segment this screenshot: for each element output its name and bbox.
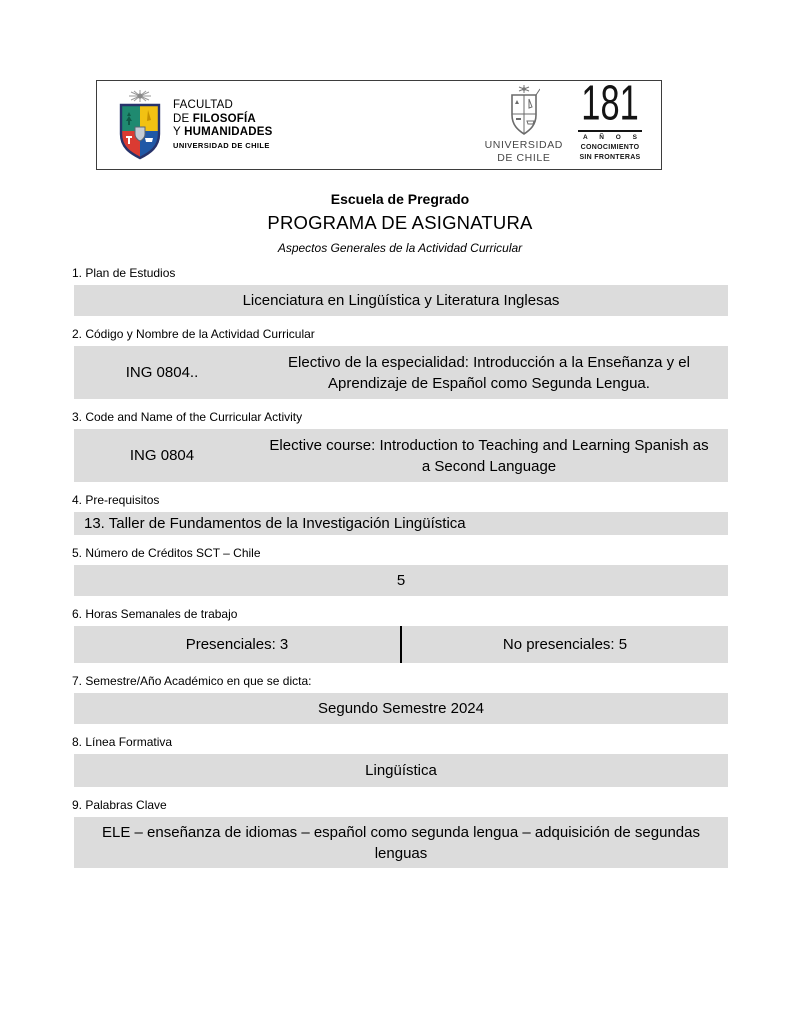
faculty-name-line3: Y HUMANIDADES — [173, 126, 273, 139]
section-semestre-value: Segundo Semestre 2024 — [74, 693, 728, 724]
horas-presenciales: Presenciales: 3 — [185, 636, 289, 653]
course-name-es: Electivo de la especialidad: Introducción a la Enseñanza y el Aprendizaje de Español como Segunda Lengua. — [288, 353, 690, 392]
section-plan-value: Licenciatura en Lingüística y Literatura Inglesas — [74, 285, 728, 316]
horas-no-presenciales: No presenciales: 5 — [400, 626, 728, 663]
anniversary-rule — [578, 130, 642, 132]
anniversary-years-label: A Ñ O S — [583, 134, 642, 142]
section-horas-label: 6. Horas Semanales de trabajo — [72, 607, 238, 621]
section-codigo-label: 2. Código y Nombre de la Actividad Curricular — [72, 327, 315, 341]
university-crest-icon — [508, 85, 540, 137]
faculty-name-line1: FACULTAD — [173, 99, 233, 112]
course-name-en: Elective course: Introduction to Teaching and Learning Spanish as a Second Language — [269, 436, 709, 475]
section-codigo-value — [74, 346, 728, 399]
section-semestre-label: 7. Semestre/Año Académico en que se dicta: — [72, 674, 312, 688]
section-palabras-value: ELE – enseñanza de idiomas – español como segunda lengua – adquisición de segundas lenguas — [74, 817, 728, 868]
section-palabras-label: 9. Palabras Clave — [72, 798, 167, 812]
section-code-en-label: 3. Code and Name of the Curricular Activity — [72, 410, 303, 424]
section-plan-label: 1. Plan de Estudios — [72, 266, 176, 280]
course-code-en: ING 0804 — [129, 447, 195, 464]
section-prerequisitos-value: 13. Taller de Fundamentos de la Investigación Lingüística — [74, 512, 728, 535]
university-logo — [484, 75, 645, 164]
section-linea-value: Lingüística — [74, 754, 728, 787]
section-prerequisitos-label: 4. Pre-requisitos — [72, 493, 160, 507]
header-logo-box — [96, 75, 662, 170]
anniversary-slogan: CONOCIMIENTO SIN FRONTERAS — [579, 144, 641, 161]
faculty-name-line2: DE FILOSOFÍA — [173, 112, 256, 125]
school-title: Escuela de Pregrado — [330, 191, 470, 207]
faculty-name — [173, 99, 273, 151]
section-code-en-value — [74, 429, 728, 482]
section-linea-label: 8. Línea Formativa — [72, 735, 173, 749]
section-horas-value — [74, 626, 728, 663]
anniversary-number: 181 — [581, 75, 639, 131]
course-code-es: ING 0804.. — [125, 364, 199, 381]
section-creditos-value: 5 — [74, 565, 728, 596]
university-name: UNIVERSIDAD DE CHILE — [484, 139, 563, 164]
anniversary-logo — [575, 75, 645, 161]
program-title: PROGRAMA DE ASIGNATURA — [267, 212, 533, 233]
doc-subtitle: Aspectos Generales de la Actividad Curricular — [277, 241, 523, 255]
faculty-logo — [117, 90, 273, 160]
section-creditos-label: 5. Número de Créditos SCT – Chile — [72, 546, 261, 560]
faculty-crest-icon — [117, 90, 163, 160]
faculty-name-line4: UNIVERSIDAD DE CHILE — [173, 140, 270, 150]
